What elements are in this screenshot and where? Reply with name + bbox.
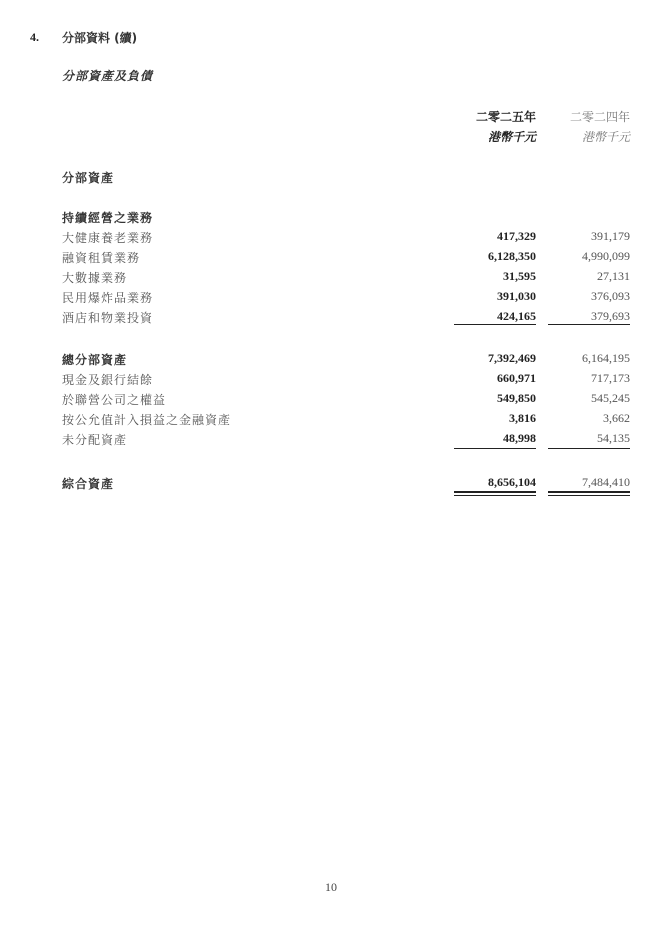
row-previous: 376,093 (591, 289, 630, 303)
subtotal-rule (548, 324, 630, 325)
row-label: 現金及銀行結餘 (62, 373, 154, 387)
row-label: 大數據業務 (62, 271, 128, 285)
row-current: 8,656,104 (488, 475, 536, 489)
continuing-ops-heading: 持續經營之業務 (62, 211, 154, 225)
row-previous: 3,662 (603, 411, 630, 425)
row-current: 6,128,350 (488, 249, 536, 263)
row-previous: 7,484,410 (582, 475, 630, 489)
page-number: 10 (325, 880, 337, 894)
row-current: 549,850 (497, 391, 536, 405)
row-label: 酒店和物業投資 (62, 311, 154, 325)
col-previous-year: 二零二四年 (569, 110, 630, 124)
section-title: 分部資料 (續) (62, 31, 138, 45)
row-label: 按公允值計入損益之金融資產 (62, 413, 232, 427)
row-current: 424,165 (497, 309, 536, 323)
row-current: 7,392,469 (488, 351, 536, 365)
section-subtitle: 分部資產及負債 (62, 69, 154, 83)
section-number: 4. (30, 30, 39, 44)
subtotal-rule (548, 448, 630, 449)
row-current: 391,030 (497, 289, 536, 303)
row-previous: 391,179 (591, 229, 630, 243)
row-label: 大健康養老業務 (62, 231, 154, 245)
row-previous: 27,131 (597, 269, 630, 283)
row-current: 417,329 (497, 229, 536, 243)
row-previous: 54,135 (597, 431, 630, 445)
row-label: 民用爆炸品業務 (62, 291, 154, 305)
col-current-unit: 港幣千元 (487, 130, 536, 144)
total-double-rule (548, 491, 630, 496)
row-previous: 379,693 (591, 309, 630, 323)
row-label: 於聯營公司之權益 (62, 393, 167, 407)
row-label: 融資租賃業務 (62, 251, 141, 265)
row-previous: 717,173 (591, 371, 630, 385)
row-current: 660,971 (497, 371, 536, 385)
total-double-rule (454, 491, 536, 496)
subtotal-rule (454, 448, 536, 449)
segment-assets-heading: 分部資產 (62, 171, 115, 185)
row-current: 3,816 (509, 411, 536, 425)
row-label: 綜合資產 (62, 477, 115, 491)
row-previous: 545,245 (591, 391, 630, 405)
row-previous: 4,990,099 (582, 249, 630, 263)
col-previous-unit: 港幣千元 (581, 130, 630, 144)
row-label: 未分配資產 (62, 433, 128, 447)
row-current: 48,998 (503, 431, 536, 445)
row-previous: 6,164,195 (582, 351, 630, 365)
row-label: 總分部資產 (62, 353, 128, 367)
subtotal-rule (454, 324, 536, 325)
row-current: 31,595 (503, 269, 536, 283)
col-current-year: 二零二五年 (475, 110, 536, 124)
